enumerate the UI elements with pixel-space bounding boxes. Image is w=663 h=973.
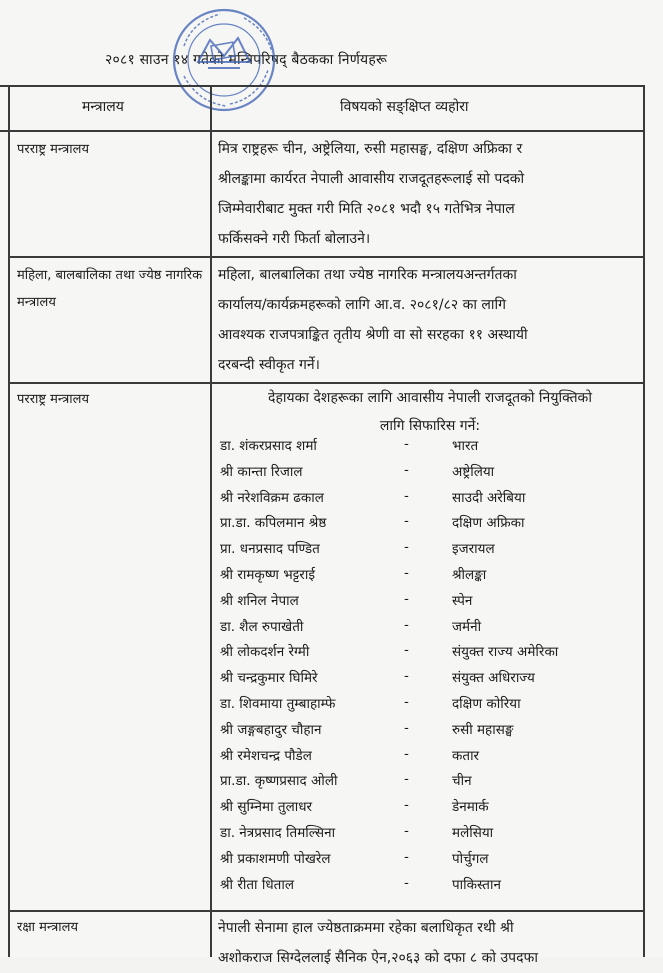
- decision-text: [218, 260, 642, 380]
- document-title: २०८१ साउन १४ गतेको मन्त्रिपरिषद् बैठकका निर्णयहरू: [105, 52, 388, 68]
- ambassador-name: श्री शनिल नेपाल: [220, 592, 299, 609]
- ambassador-country: जर्मनी: [452, 618, 482, 635]
- separator-dash: -: [404, 874, 409, 891]
- ministry-cell: परराष्ट्र मन्त्रालय: [17, 392, 90, 407]
- ambassador-country: इजरायल: [452, 541, 495, 558]
- ambassador-name: श्री कान्ता रिजाल: [220, 463, 303, 480]
- ambassador-country: कतार: [452, 747, 480, 764]
- ambassador-country: रुसी महासङ्घ: [452, 721, 514, 738]
- ambassador-name: डा. शैल रुपाखेती: [220, 618, 304, 635]
- ambassador-country: दक्षिण अफ्रिका: [452, 515, 525, 532]
- decision-line: महिला, बालबालिका तथा ज्येष्ठ नागरिक मन्त्रालयअन्तर्गतका: [218, 267, 517, 283]
- ambassador-name: श्री नरेशविक्रम ढकाल: [220, 489, 324, 506]
- ministry-cell: रक्षा मन्त्रालय: [17, 920, 79, 935]
- ambassador-country: साउदी अरेबिया: [452, 489, 526, 506]
- column-header-subject: विषयको सङ्क्षिप्त व्यहोरा: [340, 99, 469, 115]
- table-top-rule: [0, 85, 645, 87]
- ambassador-country: चीन: [452, 773, 472, 790]
- ambassador-country: श्रीलङ्का: [452, 567, 487, 583]
- separator-dash: -: [404, 461, 409, 478]
- ministry-cell: परराष्ट्र मन्त्रालय: [17, 142, 90, 157]
- column-divider: [210, 85, 212, 957]
- separator-dash: -: [404, 616, 409, 633]
- ambassador-country: मलेसिया: [452, 825, 494, 841]
- separator-dash: -: [404, 771, 409, 788]
- ambassador-country: अष्ट्रेलिया: [452, 463, 495, 480]
- ambassador-name: डा. शंकरप्रसाद शर्मा: [220, 438, 317, 454]
- ambassador-country: संयुक्त राज्य अमेरिका: [452, 644, 559, 661]
- table-left-rule: [8, 85, 10, 957]
- row-divider: [8, 256, 645, 258]
- row-divider: [8, 910, 645, 912]
- separator-dash: -: [404, 848, 409, 865]
- ambassador-name: श्री रीता धिताल: [220, 876, 294, 893]
- separator-dash: -: [404, 694, 409, 710]
- separator-dash: -: [404, 565, 409, 581]
- separator-dash: -: [404, 745, 409, 762]
- ambassador-name: प्रा. धनप्रसाद पण्डित: [220, 541, 320, 558]
- ambassador-name: श्री जङ्गबहादुर चौहान: [220, 721, 322, 738]
- decision-line: कार्यालय/कार्यक्रमहरूको लागि आ.व. २०८१/८२ का लागि: [218, 297, 507, 313]
- decision-text: [218, 913, 642, 973]
- office-seal-stamp: [168, 4, 280, 116]
- separator-dash: -: [404, 797, 409, 814]
- separator-dash: -: [404, 668, 409, 685]
- ambassador-name: श्री लोकदर्शन रेग्मी: [220, 644, 310, 661]
- ambassador-name: डा. शिवमाया तुम्बाहाम्फे: [220, 696, 336, 712]
- separator-dash: -: [404, 436, 409, 452]
- decision-line: अशोकराज सिग्देललाई सैनिक ऐन,२०६३ को दफा ८ को उपदफा: [218, 950, 538, 966]
- decision-line: दरबन्दी स्वीकृत गर्ने।: [218, 357, 320, 373]
- ministry-cell: महिला, बालबालिका तथा ज्येष्ठ नागरिक मन्त्रालय: [17, 268, 203, 310]
- separator-dash: -: [404, 719, 409, 736]
- separator-dash: -: [404, 487, 409, 504]
- decision-line: लागि सिफारिस गर्ने:: [379, 418, 481, 434]
- ambassador-country: संयुक्त अधिराज्य: [452, 670, 535, 687]
- ambassador-name: श्री प्रकाशमणी पोखरेल: [220, 850, 331, 867]
- ambassador-name: प्रा.डा. कृष्णप्रसाद ओली: [220, 773, 338, 790]
- decision-text: [218, 134, 642, 254]
- ambassador-country: डेनमार्क: [452, 799, 489, 816]
- ambassador-name: श्री रमेशचन्द्र पौडेल: [220, 747, 312, 764]
- decision-line: श्रीलङ्कामा कार्यरत नेपाली आवासीय राजदूतहरूलाई सो पदको: [218, 171, 525, 187]
- ambassador-name: श्री चन्द्रकुमार घिमिरे: [220, 670, 318, 687]
- ambassador-name: श्री सुम्निमा तुलाधर: [220, 799, 313, 816]
- ambassador-name: डा. नेत्रप्रसाद तिमल्सिना: [220, 825, 336, 841]
- separator-dash: -: [404, 513, 409, 530]
- separator-dash: -: [404, 539, 409, 556]
- decision-intro: [218, 384, 642, 440]
- ambassador-name: श्री रामकृष्ण भट्टराई: [220, 567, 315, 583]
- ambassador-country: दक्षिण कोरिया: [452, 696, 521, 712]
- separator-dash: -: [404, 823, 409, 839]
- decision-line: जिम्मेवारीबाट मुक्त गरी मिति २०८१ भदौ १५ गतेभित्र नेपाल: [218, 201, 515, 217]
- ambassador-country: स्पेन: [452, 592, 473, 609]
- column-header-ministry: मन्त्रालय: [82, 99, 124, 115]
- decision-line: मित्र राष्ट्रहरू चीन, अष्ट्रेलिया, रुसी महासङ्घ, दक्षिण अफ्रिका र: [218, 141, 523, 157]
- separator-dash: -: [404, 642, 409, 659]
- decision-line: देहायका देशहरूका लागि आवासीय नेपाली राजदूतको नियुक्तिको: [268, 390, 592, 406]
- decision-line: नेपाली सेनामा हाल ज्येष्ठताक्रममा रहेका बलाधिकृत रथी श्री: [218, 920, 514, 936]
- decision-line: आवश्यक राजपत्राङ्कित तृतीय श्रेणी वा सो सरहका ११ अस्थायी: [218, 327, 528, 343]
- ambassador-country: पाकिस्तान: [452, 876, 501, 893]
- table-header-rule: [0, 130, 645, 132]
- ambassador-country: पोर्चुगल: [452, 850, 489, 867]
- table-right-rule: [643, 85, 645, 957]
- ambassador-country: भारत: [452, 438, 479, 454]
- separator-dash: -: [404, 590, 409, 607]
- ambassador-name: प्रा.डा. कपिलमान श्रेष्ठ: [220, 515, 327, 532]
- decision-line: फर्किसक्ने गरी फिर्ता बोलाउने।: [218, 231, 371, 247]
